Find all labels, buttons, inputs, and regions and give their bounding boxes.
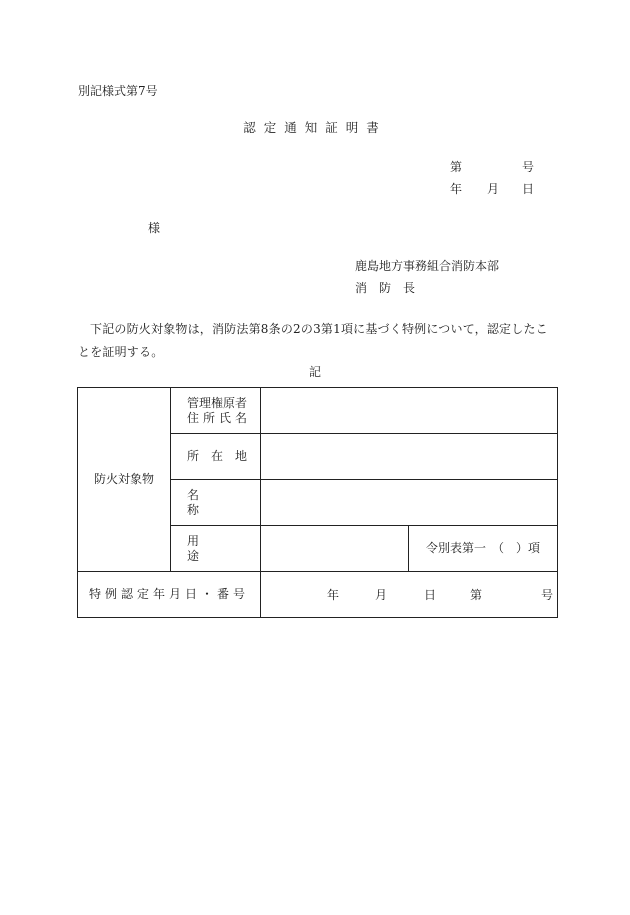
special-label-cell — [78, 572, 261, 618]
name-label: 名称 — [187, 488, 228, 517]
manager-label-line1: 管理権原者 — [187, 396, 248, 411]
category-cell — [409, 526, 558, 572]
date-month-label: 月 — [487, 182, 500, 196]
use-label: 用途 — [187, 534, 228, 563]
issuer-title: 消防長 — [355, 281, 428, 295]
name-label-cell — [171, 480, 261, 526]
date-year-label: 年 — [450, 182, 463, 196]
use-label-cell — [171, 526, 261, 572]
fire-object-header: 防火対象物 — [93, 472, 154, 487]
manager-label-line2: 住所氏名 — [187, 410, 252, 425]
location-label: 所在地 — [187, 449, 260, 464]
manager-value-cell[interactable] — [261, 388, 558, 434]
special-month-label: 月 — [375, 587, 388, 602]
date-day-label: 日 — [522, 182, 535, 196]
location-label-cell — [171, 434, 261, 480]
use-value-cell[interactable] — [261, 526, 409, 572]
name-value-cell[interactable] — [261, 480, 558, 526]
special-date-row — [261, 573, 557, 617]
fire-object-header-cell — [78, 388, 171, 572]
special-year-label: 年 — [327, 587, 340, 602]
number-label: 第 — [450, 160, 463, 174]
recipient-honorific: 様 — [148, 221, 161, 235]
number-suffix: 号 — [522, 160, 535, 174]
issuer-organization: 鹿島地方事務組合消防本部 — [355, 259, 500, 273]
special-date-cell[interactable] — [261, 572, 558, 618]
special-label: 特例認定年月日・番号 — [88, 587, 249, 602]
manager-label-cell — [171, 388, 261, 434]
certification-text: 下記の防火対象物は，消防法第8条の2の3第1項に基づく特例について，認定したことを証明する。 — [78, 322, 548, 359]
special-go-label: 号 — [541, 587, 554, 602]
special-day-label: 日 — [424, 587, 437, 602]
certificate-table — [77, 387, 558, 618]
special-dai-label: 第 — [470, 587, 483, 602]
location-value-cell[interactable] — [261, 434, 558, 480]
ki-heading: 記 — [308, 365, 321, 379]
form-number: 別記様式第7号 — [78, 84, 158, 98]
category-text: 令別表第一 （ ）項 — [425, 541, 540, 556]
document-title: 認定通知証明書 — [243, 120, 387, 135]
